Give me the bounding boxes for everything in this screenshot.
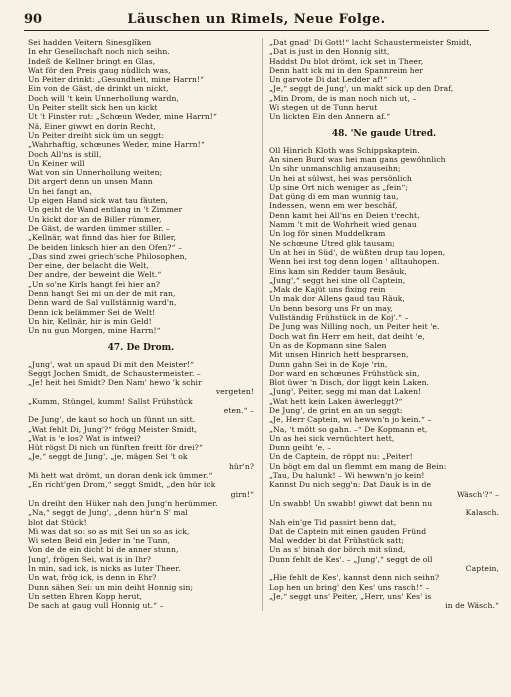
verse-line: Eins kam sin Redder taum Besäuk, bbox=[269, 266, 407, 276]
verse-line: Namm 't mit de Wohrheit wied genau bbox=[269, 220, 417, 230]
verse-line: „Je! heit hei Smidt? Den Nam' hewo 'k schir bbox=[28, 378, 202, 388]
verse-line: girn!“ bbox=[230, 489, 254, 499]
verse-line: Un wat, frög ick, is denn in Ehr? bbox=[28, 573, 157, 583]
verse-line: Dor ward en schœunes Frühstück sin, bbox=[269, 368, 420, 378]
verse-line: Un at hei in Süd', de wüßten drup tau lopen, bbox=[269, 247, 446, 257]
verse-line: Up eigen Hand sick wat tau fäuten, bbox=[28, 196, 169, 206]
verse-line: Un Peiter stellt sick hen un kickt bbox=[28, 103, 158, 113]
verse-line: Un garvote Di dat Ledder af!“ bbox=[269, 75, 388, 85]
verse-line: Un as s' binah dor börch mit sünd, bbox=[269, 545, 406, 555]
verse-line: In min, sad ick, is nicks as luter Theer. bbox=[28, 564, 181, 574]
verse-line: Seggt Jochen Smidt, de Schaustermeister. – bbox=[28, 368, 201, 378]
verse-line: Jung', frögen Sei, wat is in Ihr? bbox=[28, 554, 152, 564]
verse-line: Indeß de Kellner bringt en Glas, bbox=[28, 56, 156, 66]
verse-line: „Un so'ne Kirls hangt fei hier an? bbox=[28, 279, 160, 289]
verse-line: Lop hen un bring' den Kes' uns rasch!“ – bbox=[269, 582, 430, 592]
verse-line: „Wahrhaftig, schœunes Weder, mine Harrn!“ bbox=[28, 140, 205, 150]
verse-line: Ein von de Gäst, de drinkt un nickt, bbox=[28, 84, 169, 94]
running-title: Läuschen un Rimels, Neue Folge. bbox=[127, 12, 386, 27]
page-header bbox=[24, 10, 489, 31]
page-number: 90 bbox=[24, 12, 43, 27]
verse-line: Doch will 't kein Unnerhollung wardn, bbox=[28, 93, 180, 103]
verse-line: Ne schœune Utred glik tausam; bbox=[269, 238, 395, 248]
verse-line: Un hei at sülwst, hei was persönlich bbox=[269, 173, 412, 183]
verse-line: Blot üwer 'n Disch, dor liggt kein Laken. bbox=[269, 378, 430, 388]
verse-line: Denn ick belämmer Sei de Welt! bbox=[28, 307, 156, 317]
verse-line: Un sihr unmanschlig anzauseihn; bbox=[269, 164, 401, 174]
verse-line: Un as de Kopmann sine Salen bbox=[269, 340, 387, 350]
verse-line: Denn kamt hei All'ns en Deien t'recht, bbox=[269, 210, 420, 220]
verse-line: „Na, 't mött so gahn. –“ De Kopmann et, bbox=[269, 424, 428, 434]
verse-line: Sei hadden Veitern Sinesglîken bbox=[28, 38, 152, 47]
verse-line: An sinen Burd was hei man gans gewöhnlich bbox=[269, 154, 446, 164]
left-column bbox=[28, 38, 254, 611]
right-column bbox=[262, 38, 499, 611]
verse-line: Un Peiter drinkt: „Gesundheit, mine Harrn!“ bbox=[28, 75, 205, 85]
verse-line: Dat de Captein mit einen gauden Fründ bbox=[269, 526, 427, 536]
verse-line: in de Wäsch.“ bbox=[445, 601, 499, 611]
verse-line: hür'n? bbox=[228, 461, 254, 471]
verse-line: „Jung', wat un spaud Di mit den Meister!“ bbox=[28, 359, 195, 369]
poem-fragment bbox=[269, 38, 499, 122]
verse-line: Un mak dor Allens gaud tau Räuk, bbox=[269, 294, 405, 304]
verse-line: Wenn hei irst tog denn logen ' alltauhopen. bbox=[269, 257, 440, 267]
verse-line: „Wat fehlt Di, Jung'?“ frögg Meister Smidt, bbox=[28, 424, 198, 434]
poem-fragment bbox=[28, 38, 254, 336]
verse-line: „Kellnär, wat finnd das hier for Biller, bbox=[28, 233, 177, 243]
verse-line: Der eine, der belacht die Welt, bbox=[28, 261, 149, 271]
verse-line: „Je,“ seggt uns' Peiter, „Herr, uns' Kes' is bbox=[269, 591, 432, 601]
verse-line: Un hei fangt an, bbox=[28, 186, 92, 196]
verse-line: Mal wedder bi dat Frühstück satt; bbox=[269, 536, 405, 546]
verse-line: Dunn sähen Sei: un min deiht Honnig sin; bbox=[28, 582, 194, 592]
verse-line: Kalasch. bbox=[465, 508, 499, 518]
verse-line: Un geiht de Wand entlang in 't Zimmer bbox=[28, 205, 183, 215]
verse-line: Kannst Du nich segg'n: Dat Dauk is in de bbox=[269, 480, 432, 490]
verse-line: Un as hei sick vernüchtert hett, bbox=[269, 433, 395, 443]
verse-line: Von de de ein dicht bi de anner stunn, bbox=[28, 545, 179, 555]
verse-line: Vullständig Frühstück in de Koj'.“ – bbox=[269, 313, 409, 323]
verse-line: Up sine Ort nich weniger as „fein“; bbox=[269, 182, 409, 192]
verse-line: eten.“ – bbox=[223, 405, 254, 415]
verse-line: Un swabb! Un swabb! giwwt dat benn nu bbox=[269, 498, 433, 508]
verse-line: Denn hatt ick mi in den Spannreim her bbox=[269, 65, 424, 75]
verse-line: „Wat is 'e los? Wat is intwei? bbox=[28, 433, 141, 443]
verse-line: „Min Drom, de is man noch nich ut, – bbox=[269, 93, 417, 103]
verse-line: Mi was dat so: so as mit Sei un so as ick, bbox=[28, 526, 190, 536]
verse-line: Un setten Ehren Kopp herut, bbox=[28, 591, 143, 601]
verse-line: Un log för sinen Muddelkram bbox=[269, 229, 386, 239]
verse-line: „Jung',“ seggt hei sine oll Captein, bbox=[269, 275, 406, 285]
verse-line: Dunn fehlt de Kes'. – „Jung',“ seggt de oll bbox=[269, 554, 433, 564]
verse-line: De Jung', de kaut so hoch un fünnt un sitt. bbox=[28, 415, 196, 425]
verse-line: Der andre, der beweint die Welt.“ bbox=[28, 270, 162, 280]
verse-line: „Dat gnad' Di Gott!“ lacht Schaustermeister Smidt, bbox=[269, 38, 472, 47]
verse-line: Dit argert denn un unsen Mann bbox=[28, 177, 153, 187]
verse-line: Un kickt dor an de Biller rümmer, bbox=[28, 214, 162, 224]
verse-line: blot dat Stück! bbox=[28, 517, 87, 527]
verse-line: Dunn geiht 'e. – bbox=[269, 443, 332, 453]
verse-line: In ehr Gesellschaft noch nich seihn. bbox=[28, 47, 170, 57]
verse-line: De Jung', de grint en an un seggt: bbox=[269, 405, 403, 415]
verse-line: Wäsch'?“ – bbox=[457, 489, 499, 499]
verse-line: Un Peiter dreiht sick üm un seggt: bbox=[28, 130, 165, 140]
verse-line: „Das sind zwei griech'sche Philosophen, bbox=[28, 251, 188, 261]
verse-line: Mit unsen Hinrich hett besprarsen, bbox=[269, 350, 409, 360]
verse-line: Dat güng di em man wunnig tau, bbox=[269, 192, 399, 202]
verse-line: Doch wat fin Herr em heit, dat deiht 'e, bbox=[269, 331, 425, 341]
verse-line: „Jung', Peiter, segg mi man dat Laken! bbox=[269, 387, 422, 397]
verse-line: Un bögt em dal un flemmt em mang de Bein: bbox=[269, 461, 447, 471]
verse-line: Hüt rögst Di nich un fünften freitt för drei?“ bbox=[28, 443, 203, 453]
verse-line: De sach at gaug vull Honnig ut.“ – bbox=[28, 601, 164, 611]
verse-line: Un lickten Ein den Annern af.“ bbox=[269, 112, 391, 122]
verse-line: vergeten! bbox=[215, 387, 254, 397]
poem-title: 47. De Drom. bbox=[107, 342, 175, 353]
verse-line: Denn hangt Sei mi un der de mit ran, bbox=[28, 289, 176, 299]
verse-line: Nah ein'ge Tid passirt benn dat, bbox=[269, 517, 397, 527]
poem-body bbox=[269, 146, 499, 611]
verse-line: Captein, bbox=[465, 564, 499, 574]
verse-line: Wat von sin Unnerhollung weiten; bbox=[28, 168, 163, 178]
verse-line: Ut 't Finster rut: „Schœun Weder, mine Harrn!“ bbox=[28, 112, 217, 122]
verse-line: Un de Captein, de röppt nu: „Peiter! bbox=[269, 452, 413, 462]
verse-line: Un nu gun Morgen, mine Harrn!“ bbox=[28, 326, 161, 336]
verse-line: Un benn besorg uns Fr un may, bbox=[269, 303, 393, 313]
verse-line: Oll Hinrich Kloth was Schippskaptein. bbox=[269, 145, 420, 155]
poem-title: 48. 'Ne gaude Utred. bbox=[331, 128, 437, 139]
verse-line: De Gäst, de warden ümmer stiller. – bbox=[28, 223, 170, 233]
verse-line: Nä, Einer giwwt en dorin Recht, bbox=[28, 121, 156, 131]
verse-line: Un dreiht den Hüker nah den Jung'n herümmer. bbox=[28, 498, 218, 508]
poem-body bbox=[28, 360, 254, 611]
verse-line: Wi stegen ut de Tunn herut bbox=[269, 103, 378, 113]
verse-line: „Dat is just in den Honnig sitt, bbox=[269, 47, 390, 57]
verse-line: „Kumm, Stüngel, kumm! Sallst Frühstück bbox=[28, 396, 193, 406]
verse-line: Un hir, Kellnär, hir is min Geld! bbox=[28, 316, 152, 326]
verse-line: „Je,“ seggt de Jung', un makt sick up den Draf, bbox=[269, 84, 454, 94]
verse-line: „Wat hett kein Laken äwerleggt?“ bbox=[269, 396, 403, 406]
verse-line: De beiden linksch hier an den Ofen?“ – bbox=[28, 242, 182, 252]
verse-line: „Je,“ seggt de Jung', „je, mägen Sei 't ok bbox=[28, 452, 188, 462]
verse-line: Haddst Du blot drömt, ick set in Theer, bbox=[269, 56, 424, 66]
verse-line: Mi hett wat drömt, un doran denk ick ümmer.“ bbox=[28, 471, 213, 481]
verse-line: Denn ward de Sal vullstännig ward'n, bbox=[28, 298, 177, 308]
verse-line: Doch All'ns is still, bbox=[28, 149, 102, 159]
verse-line: „En richt'gen Drom,“ seggt Smidt, „den hür ick bbox=[28, 480, 216, 490]
verse-line: Wi seten Beid ein Jeder in 'ne Tunn, bbox=[28, 536, 171, 546]
verse-line: Dunn gahn Sei in de Koje 'rin, bbox=[269, 359, 388, 369]
verse-line: Un Keiner will bbox=[28, 158, 85, 168]
verse-line: Indessen, wenn em wer beschâf, bbox=[269, 201, 398, 211]
verse-line: De Jung was Nilling noch, un Peiter heit 'e. bbox=[269, 322, 440, 332]
verse-line: Wat för den Preis gaug nüdlich was, bbox=[28, 65, 171, 75]
verse-line: „Je, Herr Captein, wi hewwn'n jo kein.“ – bbox=[269, 415, 432, 425]
verse-line: „Hie fehlt de Kes', kannst denn nich seihn? bbox=[269, 573, 440, 583]
verse-line: „Mak de Kajüt uns fixing rein bbox=[269, 285, 386, 295]
verse-line: „Na,“ seggt de Jung', „denn hür'n S' mal bbox=[28, 508, 188, 518]
verse-line: „Tau, Du halunk! – Wi hewwn'n jo kein! bbox=[269, 471, 425, 481]
